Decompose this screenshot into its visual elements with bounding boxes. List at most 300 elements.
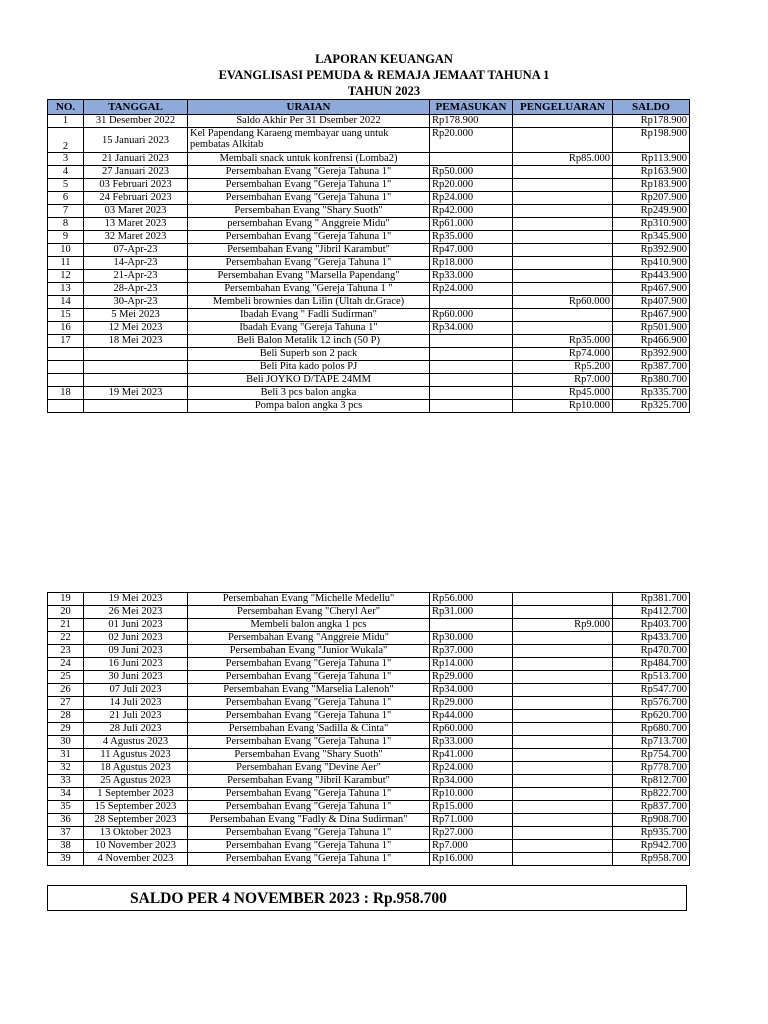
cell-tanggal: 02 Juni 2023	[84, 632, 188, 645]
cell-pemasukan: Rp29.000	[430, 697, 513, 710]
cell-saldo: Rp837.700	[613, 801, 690, 814]
cell-uraian: Persembahan Evang "Gereja Tahuna 1"	[188, 166, 430, 179]
cell-no: 39	[48, 853, 84, 866]
cell-pengeluaran	[513, 762, 613, 775]
cell-no: 31	[48, 749, 84, 762]
cell-saldo: Rp935.700	[613, 827, 690, 840]
cell-uraian: Persembahan Evang "Gereja Tahuna 1"	[188, 853, 430, 866]
table-row	[48, 593, 690, 606]
cell-uraian: Beli Balon Metalik 12 inch (50 P)	[188, 335, 430, 348]
cell-pengeluaran	[513, 645, 613, 658]
ledger-table-page1	[47, 99, 690, 413]
cell-pengeluaran	[513, 671, 613, 684]
cell-pemasukan	[430, 400, 513, 413]
cell-uraian: Persembahan Evang "Gereja Tahuna 1"	[188, 827, 430, 840]
cell-tanggal: 4 November 2023	[84, 853, 188, 866]
cell-pemasukan: Rp7.000	[430, 840, 513, 853]
cell-pemasukan	[430, 387, 513, 400]
cell-pengeluaran	[513, 827, 613, 840]
cell-saldo: Rp470.700	[613, 645, 690, 658]
cell-uraian: persembahan Evang " Anggreie Midu"	[188, 218, 430, 231]
cell-uraian: Beli 3 pcs balon angka	[188, 387, 430, 400]
cell-pengeluaran	[513, 166, 613, 179]
header-tanggal: TANGGAL	[84, 100, 188, 115]
cell-pemasukan: Rp29.000	[430, 671, 513, 684]
cell-uraian: Persembahan Evang "Jibril Karambut"	[188, 244, 430, 257]
cell-saldo: Rp484.700	[613, 658, 690, 671]
cell-no: 30	[48, 736, 84, 749]
cell-tanggal	[84, 348, 188, 361]
table-row	[48, 749, 690, 762]
cell-no: 12	[48, 270, 84, 283]
table-header-row	[48, 100, 690, 115]
table-row	[48, 697, 690, 710]
cell-no: 7	[48, 205, 84, 218]
cell-saldo: Rp412.700	[613, 606, 690, 619]
cell-no: 4	[48, 166, 84, 179]
cell-saldo: Rp249.900	[613, 205, 690, 218]
table-row	[48, 619, 690, 632]
cell-pengeluaran	[513, 632, 613, 645]
cell-saldo: Rp381.700	[613, 593, 690, 606]
cell-uraian: Persembahan Evang "Marselia Lalenoh"	[188, 684, 430, 697]
cell-pemasukan	[430, 348, 513, 361]
table-row	[48, 684, 690, 697]
cell-tanggal: 25 Agustus 2023	[84, 775, 188, 788]
cell-pemasukan	[430, 296, 513, 309]
cell-pemasukan: Rp15.000	[430, 801, 513, 814]
cell-saldo: Rp713.700	[613, 736, 690, 749]
cell-uraian: Beli Superb son 2 pack	[188, 348, 430, 361]
cell-tanggal: 14-Apr-23	[84, 257, 188, 270]
cell-saldo: Rp958.700	[613, 853, 690, 866]
cell-uraian: Beli Pita kado polos PJ	[188, 361, 430, 374]
cell-no	[48, 348, 84, 361]
cell-saldo: Rp310.900	[613, 218, 690, 231]
cell-pengeluaran	[513, 205, 613, 218]
cell-pemasukan: Rp47.000	[430, 244, 513, 257]
table-row	[48, 115, 690, 128]
cell-saldo: Rp467.900	[613, 283, 690, 296]
cell-pemasukan: Rp34.000	[430, 775, 513, 788]
cell-pengeluaran	[513, 244, 613, 257]
table-row	[48, 374, 690, 387]
final-balance-summary: SALDO PER 4 NOVEMBER 2023 : Rp.958.700	[47, 885, 687, 911]
cell-pengeluaran: Rp9.000	[513, 619, 613, 632]
cell-pengeluaran	[513, 257, 613, 270]
table-row	[48, 283, 690, 296]
table-row	[48, 257, 690, 270]
cell-pengeluaran	[513, 115, 613, 128]
cell-tanggal: 21 Juli 2023	[84, 710, 188, 723]
cell-tanggal: 11 Agustus 2023	[84, 749, 188, 762]
cell-uraian: Persembahan Evang "Shary Suoth"	[188, 205, 430, 218]
cell-pemasukan: Rp16.000	[430, 853, 513, 866]
cell-no: 20	[48, 606, 84, 619]
cell-tanggal: 13 Oktober 2023	[84, 827, 188, 840]
cell-pengeluaran	[513, 270, 613, 283]
cell-saldo: Rp198.900	[613, 128, 690, 153]
cell-pengeluaran	[513, 322, 613, 335]
cell-pemasukan: Rp37.000	[430, 645, 513, 658]
cell-uraian: Beli JOYKO D/TAPE 24MM	[188, 374, 430, 387]
cell-tanggal	[84, 400, 188, 413]
cell-saldo: Rp576.700	[613, 697, 690, 710]
cell-no: 25	[48, 671, 84, 684]
header-saldo: SALDO	[613, 100, 690, 115]
cell-saldo: Rp908.700	[613, 814, 690, 827]
cell-pemasukan	[430, 335, 513, 348]
cell-no: 16	[48, 322, 84, 335]
cell-pemasukan: Rp33.000	[430, 736, 513, 749]
cell-tanggal: 32 Maret 2023	[84, 231, 188, 244]
cell-tanggal: 31 Desember 2022	[84, 115, 188, 128]
cell-tanggal: 15 September 2023	[84, 801, 188, 814]
cell-no: 38	[48, 840, 84, 853]
cell-pengeluaran: Rp10.000	[513, 400, 613, 413]
cell-uraian: Persembahan Evang "Gereja Tahuna 1"	[188, 736, 430, 749]
cell-pengeluaran	[513, 593, 613, 606]
table-row	[48, 361, 690, 374]
cell-pemasukan: Rp56.000	[430, 593, 513, 606]
cell-no: 37	[48, 827, 84, 840]
cell-pemasukan: Rp14.000	[430, 658, 513, 671]
cell-tanggal: 14 Juli 2023	[84, 697, 188, 710]
cell-pemasukan: Rp34.000	[430, 322, 513, 335]
cell-uraian: Persembahan Evang "Gereja Tahuna 1"	[188, 658, 430, 671]
table-row	[48, 801, 690, 814]
cell-uraian: Persembahan Evang "Gereja Tahuna 1 "	[188, 283, 430, 296]
cell-uraian: Persembahan Evang "Gereja Tahuna 1"	[188, 257, 430, 270]
cell-saldo: Rp513.700	[613, 671, 690, 684]
cell-tanggal: 28 Juli 2023	[84, 723, 188, 736]
cell-uraian: Persembahan Evang "Junior Wukala"	[188, 645, 430, 658]
cell-tanggal: 30-Apr-23	[84, 296, 188, 309]
cell-uraian: Persembahan Evang "Gereja Tahuna 1"	[188, 231, 430, 244]
cell-saldo: Rp407.900	[613, 296, 690, 309]
cell-pengeluaran	[513, 309, 613, 322]
cell-pengeluaran: Rp60.000	[513, 296, 613, 309]
cell-pemasukan: Rp27.000	[430, 827, 513, 840]
cell-pengeluaran	[513, 697, 613, 710]
cell-pengeluaran: Rp5.200	[513, 361, 613, 374]
table-row	[48, 775, 690, 788]
cell-uraian: Persembahan Evang "Cheryl Aer"	[188, 606, 430, 619]
table-row	[48, 736, 690, 749]
cell-tanggal: 18 Mei 2023	[84, 335, 188, 348]
table-row	[48, 658, 690, 671]
cell-saldo: Rp754.700	[613, 749, 690, 762]
cell-no: 18	[48, 387, 84, 400]
cell-no: 24	[48, 658, 84, 671]
cell-uraian: Persembahan Evang "Marsella Papendang"	[188, 270, 430, 283]
cell-pemasukan: Rp178.900	[430, 115, 513, 128]
table-row	[48, 645, 690, 658]
cell-no: 23	[48, 645, 84, 658]
cell-pengeluaran	[513, 814, 613, 827]
cell-tanggal: 4 Agustus 2023	[84, 736, 188, 749]
cell-no: 9	[48, 231, 84, 244]
cell-no: 13	[48, 283, 84, 296]
cell-pemasukan: Rp41.000	[430, 749, 513, 762]
cell-uraian: Membeli brownies dan Lilin (Ultah dr.Grace)	[188, 296, 430, 309]
table-row	[48, 400, 690, 413]
cell-pemasukan: Rp50.000	[430, 166, 513, 179]
cell-pengeluaran: Rp7.000	[513, 374, 613, 387]
cell-pengeluaran: Rp85.000	[513, 153, 613, 166]
cell-pengeluaran	[513, 192, 613, 205]
cell-uraian: Persembahan Evang "Gereja Tahuna 1"	[188, 840, 430, 853]
cell-uraian: Persembahan Evang "Gereja Tahuna 1"	[188, 179, 430, 192]
cell-saldo: Rp207.900	[613, 192, 690, 205]
cell-pengeluaran	[513, 179, 613, 192]
cell-pemasukan: Rp30.000	[430, 632, 513, 645]
cell-uraian: Persembahan Evang "Fadly & Dina Sudirman"	[188, 814, 430, 827]
table-row	[48, 632, 690, 645]
cell-pemasukan	[430, 619, 513, 632]
cell-no: 17	[48, 335, 84, 348]
cell-pemasukan: Rp61.000	[430, 218, 513, 231]
cell-tanggal: 12 Mei 2023	[84, 322, 188, 335]
cell-pengeluaran	[513, 736, 613, 749]
cell-tanggal: 18 Agustus 2023	[84, 762, 188, 775]
cell-tanggal: 01 Juni 2023	[84, 619, 188, 632]
table-row	[48, 335, 690, 348]
cell-pemasukan: Rp42.000	[430, 205, 513, 218]
cell-tanggal	[84, 361, 188, 374]
cell-tanggal: 21 Januari 2023	[84, 153, 188, 166]
cell-no: 2	[48, 128, 84, 153]
cell-tanggal: 03 Maret 2023	[84, 205, 188, 218]
cell-pemasukan: Rp24.000	[430, 283, 513, 296]
cell-saldo: Rp620.700	[613, 710, 690, 723]
cell-tanggal: 19 Mei 2023	[84, 387, 188, 400]
cell-pemasukan	[430, 374, 513, 387]
header-pemasukan: PEMASUKAN	[430, 100, 513, 115]
table-row	[48, 218, 690, 231]
cell-no: 35	[48, 801, 84, 814]
cell-pemasukan: Rp24.000	[430, 192, 513, 205]
header-pengeluaran: PENGELUARAN	[513, 100, 613, 115]
table-row	[48, 762, 690, 775]
cell-pemasukan: Rp33.000	[430, 270, 513, 283]
cell-uraian: Persembahan Evang "Anggreie Midu"	[188, 632, 430, 645]
cell-pengeluaran	[513, 801, 613, 814]
table-row	[48, 348, 690, 361]
cell-uraian: Pompa balon angka 3 pcs	[188, 400, 430, 413]
cell-pemasukan: Rp18.000	[430, 257, 513, 270]
cell-saldo: Rp778.700	[613, 762, 690, 775]
cell-pengeluaran: Rp35.000	[513, 335, 613, 348]
cell-pemasukan: Rp24.000	[430, 762, 513, 775]
cell-no: 29	[48, 723, 84, 736]
cell-pengeluaran	[513, 775, 613, 788]
cell-tanggal: 09 Juni 2023	[84, 645, 188, 658]
cell-uraian: Ibadah Evang " Fadli Sudirman"	[188, 309, 430, 322]
cell-saldo: Rp345.900	[613, 231, 690, 244]
cell-saldo: Rp178.900	[613, 115, 690, 128]
cell-saldo: Rp325.700	[613, 400, 690, 413]
cell-saldo: Rp335.700	[613, 387, 690, 400]
cell-uraian: Membali snack untuk konfrensi (Lomba2)	[188, 153, 430, 166]
cell-saldo: Rp380.700	[613, 374, 690, 387]
report-subtitle: EVANGLISASI PEMUDA & REMAJA JEMAAT TAHUNA 1	[218, 68, 550, 82]
cell-tanggal: 21-Apr-23	[84, 270, 188, 283]
cell-uraian: Persembahan Evang "Michelle Medellu"	[188, 593, 430, 606]
cell-no: 1	[48, 115, 84, 128]
cell-pemasukan	[430, 153, 513, 166]
cell-no: 5	[48, 179, 84, 192]
cell-pengeluaran	[513, 606, 613, 619]
table-row	[48, 387, 690, 400]
cell-saldo: Rp680.700	[613, 723, 690, 736]
cell-saldo: Rp466.900	[613, 335, 690, 348]
table-row	[48, 244, 690, 257]
cell-tanggal: 28 September 2023	[84, 814, 188, 827]
cell-no: 28	[48, 710, 84, 723]
table-row	[48, 606, 690, 619]
cell-pemasukan: Rp60.000	[430, 723, 513, 736]
cell-no: 15	[48, 309, 84, 322]
cell-pengeluaran	[513, 840, 613, 853]
cell-pemasukan: Rp10.000	[430, 788, 513, 801]
cell-pengeluaran	[513, 853, 613, 866]
table-row	[48, 814, 690, 827]
table-row	[48, 827, 690, 840]
cell-tanggal: 24 Februari 2023	[84, 192, 188, 205]
cell-no: 10	[48, 244, 84, 257]
cell-tanggal: 27 Januari 2023	[84, 166, 188, 179]
cell-tanggal	[84, 374, 188, 387]
cell-pengeluaran	[513, 231, 613, 244]
cell-no: 14	[48, 296, 84, 309]
cell-uraian: Persembahan Evang "Gereja Tahuna 1"	[188, 697, 430, 710]
cell-pemasukan: Rp44.000	[430, 710, 513, 723]
table-row	[48, 671, 690, 684]
cell-saldo: Rp433.700	[613, 632, 690, 645]
table-row	[48, 723, 690, 736]
table-row	[48, 322, 690, 335]
cell-uraian: Persembahan Evang "Gereja Tahuna 1"	[188, 801, 430, 814]
cell-no	[48, 374, 84, 387]
cell-saldo: Rp392.900	[613, 348, 690, 361]
cell-uraian: Persembahan Evang "Shary Suoth"	[188, 749, 430, 762]
cell-tanggal: 13 Maret 2023	[84, 218, 188, 231]
table-row	[48, 205, 690, 218]
cell-tanggal: 19 Mei 2023	[84, 593, 188, 606]
ledger-table-page2	[47, 592, 690, 866]
cell-tanggal: 03 Februari 2023	[84, 179, 188, 192]
cell-pemasukan	[430, 361, 513, 374]
cell-uraian: Persembahan Evang "Jibril Karambut"	[188, 775, 430, 788]
table-row	[48, 128, 690, 153]
cell-pengeluaran: Rp45.000	[513, 387, 613, 400]
report-title: LAPORAN KEUANGAN	[315, 52, 453, 66]
cell-no: 21	[48, 619, 84, 632]
cell-no: 3	[48, 153, 84, 166]
cell-pengeluaran	[513, 684, 613, 697]
cell-saldo: Rp822.700	[613, 788, 690, 801]
report-year: TAHUN 2023	[347, 84, 421, 98]
cell-tanggal: 28-Apr-23	[84, 283, 188, 296]
cell-saldo: Rp410.900	[613, 257, 690, 270]
cell-no: 27	[48, 697, 84, 710]
cell-tanggal: 07-Apr-23	[84, 244, 188, 257]
cell-pengeluaran	[513, 710, 613, 723]
cell-saldo: Rp467.900	[613, 309, 690, 322]
cell-uraian: Persembahan Evang "Gereja Tahuna 1"	[188, 788, 430, 801]
cell-pemasukan: Rp20.000	[430, 179, 513, 192]
cell-saldo: Rp547.700	[613, 684, 690, 697]
cell-saldo: Rp403.700	[613, 619, 690, 632]
cell-pengeluaran	[513, 749, 613, 762]
cell-pengeluaran	[513, 658, 613, 671]
table-row	[48, 166, 690, 179]
cell-saldo: Rp942.700	[613, 840, 690, 853]
cell-saldo: Rp183.900	[613, 179, 690, 192]
cell-pemasukan: Rp35.000	[430, 231, 513, 244]
cell-uraian: Ibadah Evang "Gereja Tahuna 1"	[188, 322, 430, 335]
cell-no: 34	[48, 788, 84, 801]
cell-saldo: Rp392.900	[613, 244, 690, 257]
cell-no: 19	[48, 593, 84, 606]
table-row	[48, 853, 690, 866]
cell-no: 32	[48, 762, 84, 775]
table-row	[48, 296, 690, 309]
cell-pengeluaran	[513, 788, 613, 801]
cell-tanggal: 15 Januari 2023	[84, 128, 188, 153]
cell-uraian: Persembahan Evang "Gereja Tahuna 1"	[188, 710, 430, 723]
cell-saldo: Rp113.900	[613, 153, 690, 166]
cell-pemasukan: Rp20.000	[430, 128, 513, 153]
cell-tanggal: 26 Mei 2023	[84, 606, 188, 619]
cell-no: 26	[48, 684, 84, 697]
cell-uraian: Persembahan Evang "Gereja Tahuna 1"	[188, 192, 430, 205]
cell-tanggal: 1 September 2023	[84, 788, 188, 801]
cell-pengeluaran: Rp74.000	[513, 348, 613, 361]
table-row	[48, 231, 690, 244]
cell-no: 11	[48, 257, 84, 270]
cell-no	[48, 361, 84, 374]
cell-no	[48, 400, 84, 413]
table-row	[48, 153, 690, 166]
cell-uraian: Persembahan Evang "Devine Aer"	[188, 762, 430, 775]
cell-no: 33	[48, 775, 84, 788]
cell-pengeluaran	[513, 283, 613, 296]
cell-pemasukan: Rp31.000	[430, 606, 513, 619]
cell-tanggal: 5 Mei 2023	[84, 309, 188, 322]
table-row	[48, 840, 690, 853]
cell-no: 8	[48, 218, 84, 231]
header-no: NO.	[48, 100, 84, 115]
cell-uraian: Saldo Akhir Per 31 Dsember 2022	[188, 115, 430, 128]
cell-saldo: Rp501.900	[613, 322, 690, 335]
cell-pemasukan: Rp60.000	[430, 309, 513, 322]
cell-no: 22	[48, 632, 84, 645]
cell-saldo: Rp387.700	[613, 361, 690, 374]
cell-tanggal: 07 Juli 2023	[84, 684, 188, 697]
table-row	[48, 309, 690, 322]
table-row	[48, 710, 690, 723]
cell-tanggal: 10 November 2023	[84, 840, 188, 853]
cell-pengeluaran	[513, 128, 613, 153]
cell-no: 6	[48, 192, 84, 205]
table-row	[48, 192, 690, 205]
cell-pemasukan: Rp71.000	[430, 814, 513, 827]
cell-pengeluaran	[513, 723, 613, 736]
cell-tanggal: 30 Juni 2023	[84, 671, 188, 684]
cell-tanggal: 16 Juni 2023	[84, 658, 188, 671]
